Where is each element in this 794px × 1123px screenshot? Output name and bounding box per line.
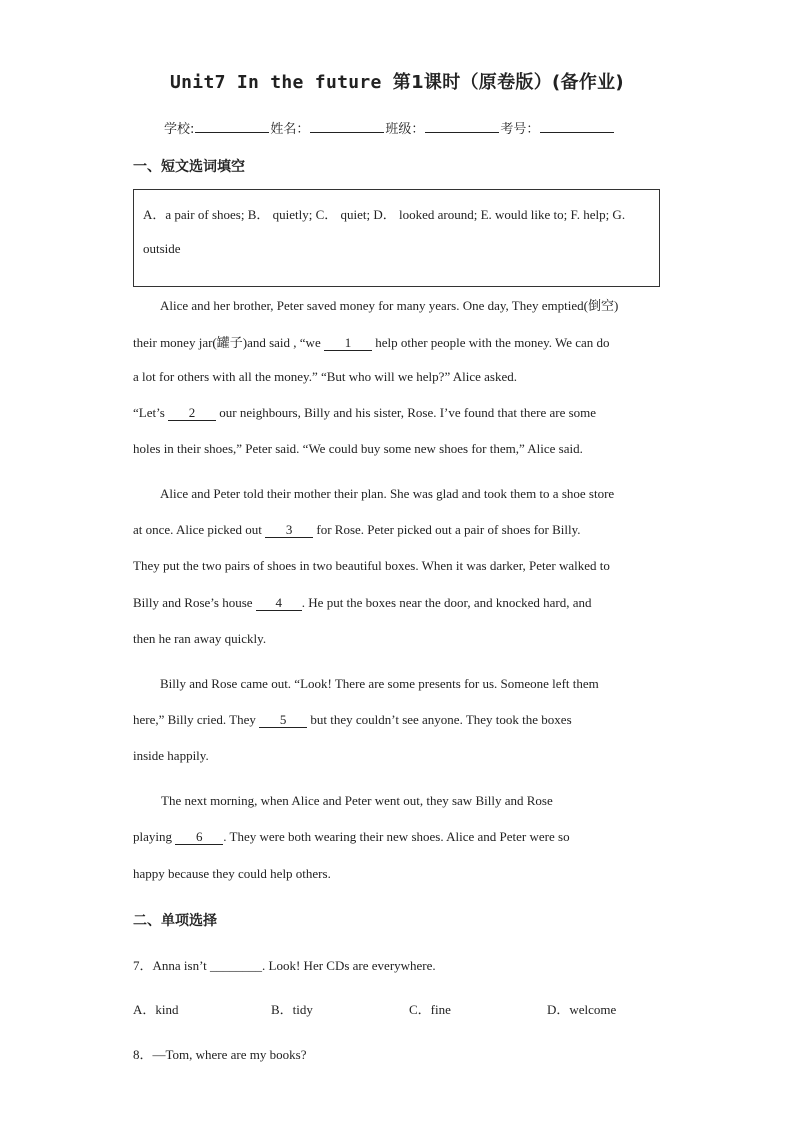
text-segment: help other people with the money. We can do [371,335,610,350]
paragraph1-line3: a lot for others with all the money.” “But who will we help?” Alice asked. [133,369,517,384]
paragraph4-line1: The next morning, when Alice and Peter went out, they saw Billy and Rose [161,793,553,808]
text-segment: here,” Billy cried. They [133,712,260,727]
text-segment: “Let’s [133,405,169,420]
word-options-line1: A．a pair of shoes; B． quietly; C． quiet; D． looked around; E. would like to; F. help; G. [143,207,626,222]
q7-option-c[interactable]: C．fine [409,1002,451,1017]
question-8: 8．—Tom, where are my books? [133,1047,307,1062]
text-segment: but they couldn’t see anyone. They took the boxes [307,712,572,727]
paragraph2-line3: They put the two pairs of shoes in two beautiful boxes. When it was darker, Peter walked to [133,558,610,573]
q7-option-b[interactable]: B．tidy [271,1002,313,1017]
q7-option-a[interactable]: A．kind [133,1002,179,1017]
name-label: 姓名： [270,122,310,137]
text-segment: Billy and Rose’s house [133,595,256,610]
paragraph1-line5: holes in their shoes,” Peter said. “We could buy some new shoes for them,” Alice said. [133,441,583,456]
section1-heading: 一、短文选词填空 [133,159,245,175]
number-label: 考号： [500,122,540,137]
student-info-line [164,118,615,137]
paragraph4-line3: happy because they could help others. [133,866,331,881]
school-field[interactable] [195,118,269,133]
text-segment: our neighbours, Billy and his sister, Rose. I’ve found that there are some [216,405,597,420]
class-label: 班级： [385,122,425,137]
school-label: 学校: [164,122,195,137]
paragraph3-line1: Billy and Rose came out. “Look! There are some presents for us. Someone left them [160,676,599,691]
paragraph2-line2 [133,522,581,538]
word-options-line2: outside [143,241,181,256]
title-english: Unit7 In the future [170,72,393,93]
paragraph1-line2 [133,332,610,351]
blank-1[interactable]: 1 [324,336,372,351]
title-chinese: 第1课时（原卷版）(备作业) [392,72,624,93]
blank-5[interactable]: 5 [259,713,307,728]
paragraph2-line4 [133,595,592,611]
blank-2[interactable]: 2 [168,406,216,421]
section2-heading: 二、单项选择 [133,913,217,929]
paragraph2-line5: then he ran away quickly. [133,631,267,646]
paragraph3-line3: inside happily. [133,748,209,763]
text-segment: at once. Alice picked out [133,522,266,537]
text-segment: . He put the boxes near the door, and knocked hard, and [301,595,592,610]
class-field[interactable] [425,118,499,133]
paragraph4-line2 [133,829,570,845]
page-title [0,68,794,94]
blank-6[interactable]: 6 [175,830,223,845]
text-segment: playing [133,829,176,844]
blank-4[interactable]: 4 [256,596,302,611]
question-7: 7．Anna isn’t ________. Look! Her CDs are everywhere. [133,958,436,973]
paragraph1-line1: Alice and her brother, Peter saved money for many years. One day, They emptied(倒空) [160,298,619,313]
text-segment: . They were both wearing their new shoes. Alice and Peter were so [223,829,570,844]
text-segment: for Rose. Peter picked out a pair of shoes for Billy. [313,522,581,537]
blank-3[interactable]: 3 [265,523,313,538]
paragraph2-line1: Alice and Peter told their mother their plan. She was glad and took them to a shoe store [160,486,615,501]
number-field[interactable] [540,118,614,133]
paragraph1-line4 [133,405,596,421]
q7-option-d[interactable]: D．welcome [547,1002,617,1017]
word-options-box [133,189,660,287]
paragraph3-line2 [133,712,572,728]
text-segment: their money jar(罐子)and said , “we [133,335,324,350]
name-field[interactable] [310,118,384,133]
